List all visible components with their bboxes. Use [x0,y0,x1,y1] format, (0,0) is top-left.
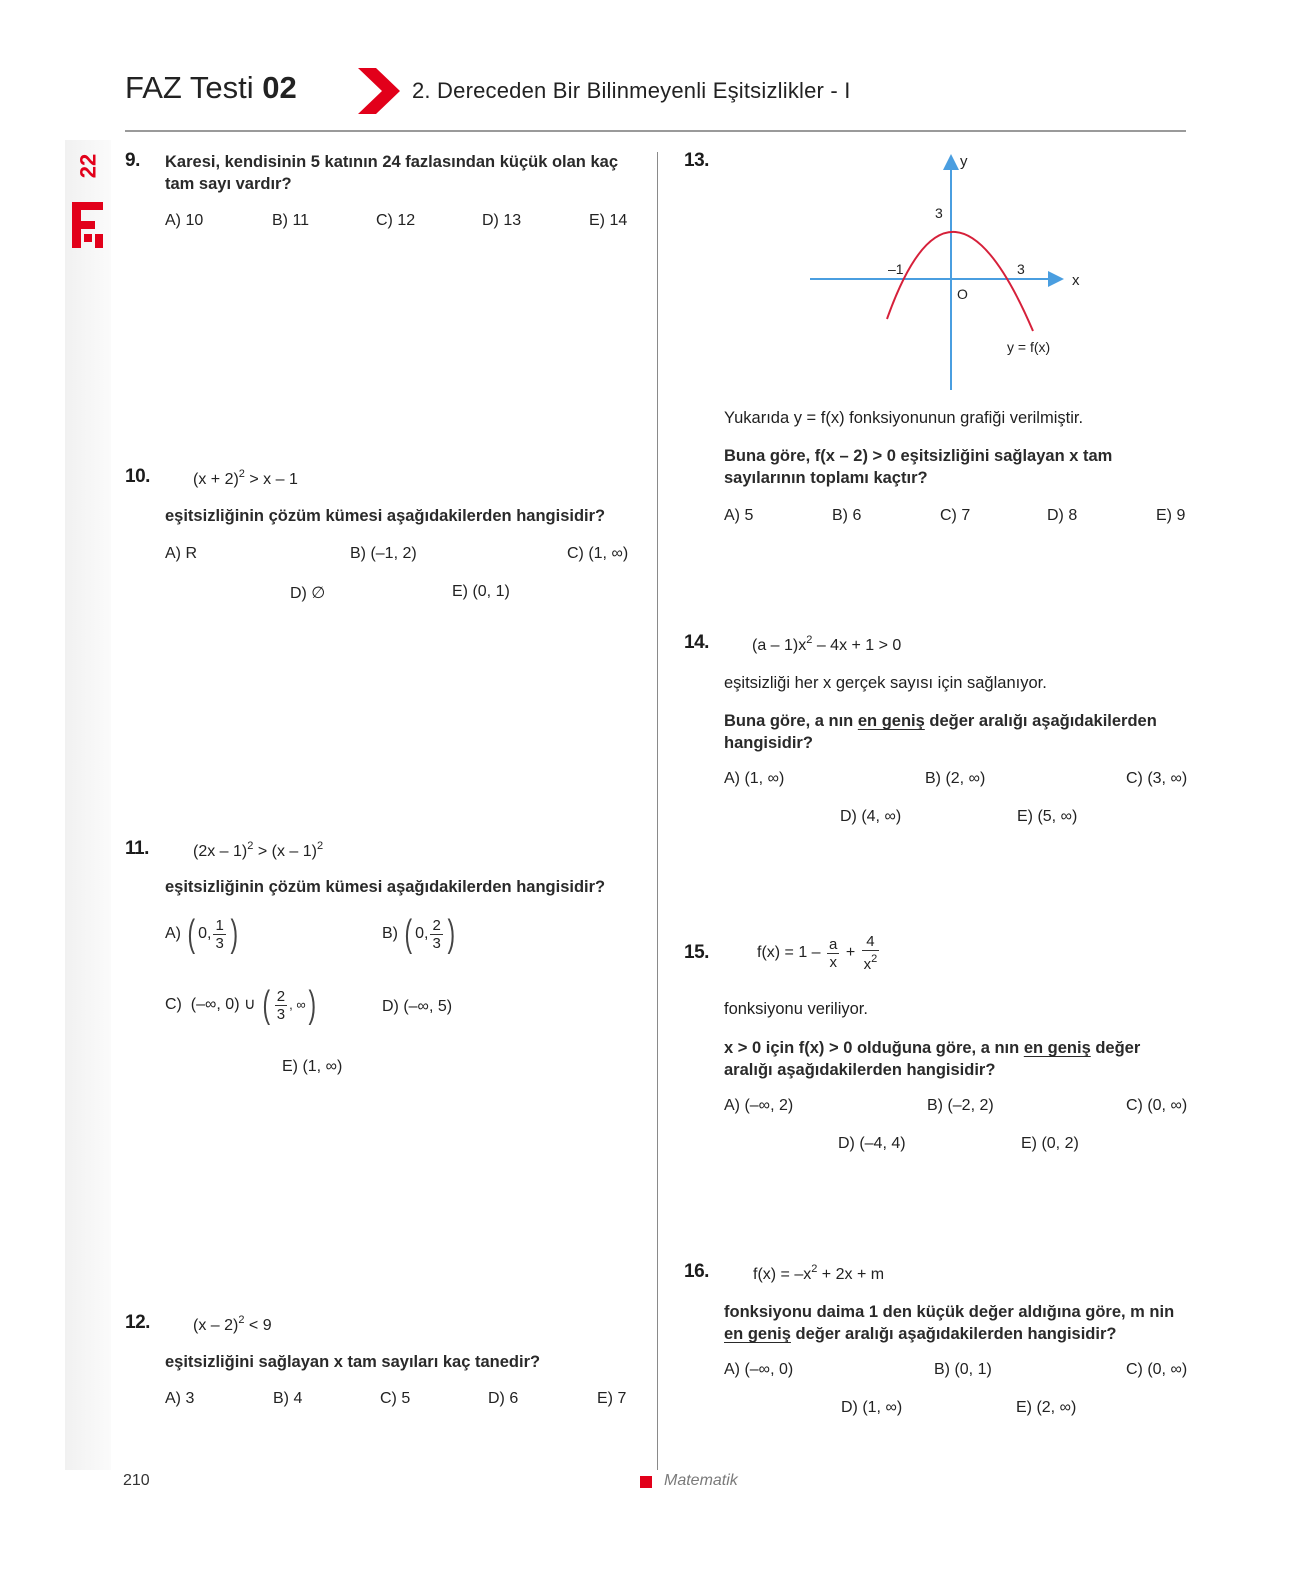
q12-option-d[interactable]: D) 6 [488,1390,519,1407]
q9-option-b[interactable]: B) 11 [272,212,310,229]
q15-option-e[interactable]: E) (0, 2) [1021,1135,1079,1152]
q15-plus: + [845,944,856,962]
q14-option-a[interactable]: A) (1, ∞) [724,770,785,787]
y-axis-label: y [960,153,968,170]
question-number-15: 15. [684,942,709,963]
q15-f1-den: x [829,953,837,971]
q11-b-num: 2 [432,916,441,934]
q13-parabola-graph [810,150,1100,400]
q11-option-a[interactable] [165,915,240,953]
q12-option-c[interactable]: C) 5 [380,1390,411,1407]
question-number-13: 13. [684,150,709,171]
q14-q-pre: Buna göre, a nın [724,712,858,730]
q11-c-label: C) [165,996,182,1014]
origin-label: O [957,286,968,302]
test-subtitle: 2. Dereceden Bir Bilinmeyenli Eşitsizlikler - I [412,78,851,103]
q11-b-left: 0, [415,925,429,943]
question-10-text: eşitsizliğinin çözüm kümesi aşağıdakilerden hangisidir? [165,507,606,525]
q14-rest: – 4x + 1 > 0 [812,637,902,654]
header-divider [125,130,1186,132]
q10-option-e[interactable]: E) (0, 1) [452,583,510,600]
q12-rest: < 9 [244,1317,272,1334]
question-13-intro: Yukarıda y = f(x) fonksiyonunun grafiği verilmiştir. [724,409,1084,427]
q11-option-e[interactable]: E) (1, ∞) [282,1058,343,1075]
q9-option-a[interactable]: A) 10 [165,212,204,229]
q16-q-underlined: en geniş [724,1325,791,1343]
q14-q-underlined: en geniş [857,712,925,730]
q13-option-d[interactable]: D) 8 [1047,507,1078,524]
q9-option-c[interactable]: C) 12 [376,212,416,229]
q14-inequality [752,634,901,655]
q12-base: (x – 2) [193,1317,239,1334]
q16-left: f(x) = –x [753,1266,812,1283]
left-paren-icon: ( [187,913,196,955]
q13-option-e[interactable]: E) 9 [1156,507,1186,524]
q15-f2-den: x [863,956,872,973]
q11-b-den: 3 [432,934,441,952]
q15-q-pre: x > 0 için f(x) > 0 olduğuna göre, a nın [724,1039,1024,1057]
q11-b-label: B) [382,925,398,943]
q16-option-e[interactable]: E) (2, ∞) [1016,1399,1077,1416]
q11-right-exp: 2 [316,840,324,852]
q14-option-c[interactable]: C) (3, ∞) [1126,770,1188,787]
q11-option-d[interactable]: D) (–∞, 5) [382,998,453,1015]
question-number-9: 9. [125,150,140,171]
q10-option-a[interactable]: A) R [165,545,197,562]
q10-base: (x + 2) [193,471,239,488]
q11-c-den: 3 [276,1005,286,1023]
q16-option-c[interactable]: C) (0, ∞) [1126,1361,1188,1378]
q11-a-left: 0, [198,925,212,943]
page-number: 210 [123,1472,150,1489]
q10-option-d[interactable]: D) ∅ [290,585,326,602]
q11-b-fraction [430,917,442,952]
tick-x-three: 3 [1017,261,1025,277]
parabola-curve [887,232,1033,331]
q11-option-b[interactable] [382,915,457,953]
curve-label: y = f(x) [1007,339,1051,355]
chevron-right-icon [358,68,400,114]
q11-c-right: , ∞ [289,997,306,1013]
q12-exp: 2 [238,1314,245,1326]
test-title-prefix: FAZ Testi [125,70,254,105]
question-15-given: fonksiyonu veriliyor. [724,1000,868,1018]
q11-c-left: (–∞, 0) ∪ [190,996,256,1014]
q10-option-c[interactable]: C) (1, ∞) [567,545,629,562]
q15-q-post: değer aralığı aşağıdakilerden hangisidir? [724,1039,1141,1079]
q15-option-a[interactable]: A) (–∞, 2) [724,1097,794,1114]
q11-left: (2x – 1) [193,843,248,860]
square-bullet-icon [640,1476,652,1488]
q14-option-b[interactable]: B) (2, ∞) [925,770,986,787]
side-number-text: 22 [75,153,101,179]
q15-fraction-2 [862,933,880,973]
q16-option-d[interactable]: D) (1, ∞) [841,1399,903,1416]
q16-q-post: değer aralığı aşağıdakilerden hangisidir? [790,1325,1117,1343]
left-paren-icon: ( [262,984,271,1026]
q11-c-fraction [275,988,287,1023]
q15-f2-den-wrap [862,951,880,973]
q12-option-e[interactable]: E) 7 [597,1390,627,1407]
question-11-text: eşitsizliğinin çözüm kümesi aşağıdakilerden hangisidir? [165,878,606,896]
q16-exp: 2 [811,1263,818,1275]
question-12-text: eşitsizliğini sağlayan x tam sayıları kaç tanedir? [165,1353,541,1371]
question-14-text [724,710,1186,754]
question-9-text: Karesi, kendisinin 5 katının 24 fazlasından küçük olan kaç tam sayı vardır? [165,153,619,193]
side-band [65,140,111,1470]
question-13-text: Buna göre, f(x – 2) > 0 eşitsizliğini sağlayan x tam sayılarının toplamı kaçtır? [724,447,1113,487]
q11-a-den: 3 [215,934,224,952]
q10-rest: > x – 1 [244,471,298,488]
q9-option-e[interactable]: E) 14 [589,212,628,229]
right-paren-icon: ) [230,913,238,955]
q16-function [753,1263,884,1284]
q12-option-a[interactable]: A) 3 [165,1390,195,1407]
q13-option-c[interactable]: C) 7 [940,507,971,524]
q14-option-e[interactable]: E) (5, ∞) [1017,808,1078,825]
question-number-10: 10. [125,466,150,487]
q16-option-b[interactable]: B) (0, 1) [934,1361,992,1378]
q15-function [757,933,881,973]
q15-f2-exp: 2 [871,953,878,965]
tick-minus-one: –1 [888,261,904,277]
q16-option-a[interactable]: A) (–∞, 0) [724,1361,794,1378]
q11-a-num: 1 [215,916,224,934]
q15-option-d[interactable]: D) (–4, 4) [838,1135,906,1152]
question-number-12: 12. [125,1312,150,1333]
q11-a-label: A) [165,925,181,943]
q14-left: (a – 1)x [752,637,807,654]
q15-fraction-1 [827,936,839,971]
question-15-text [724,1037,1186,1081]
q11-c-num: 2 [276,987,286,1005]
q9-option-d[interactable]: D) 13 [482,212,522,229]
x-axis-label: x [1072,272,1080,289]
right-paren-icon: ) [308,984,316,1026]
q11-right: > (x – 1) [253,843,317,860]
question-number-11: 11. [125,838,149,859]
test-title [125,70,297,106]
q15-option-b[interactable]: B) (–2, 2) [927,1097,994,1114]
test-number: 02 [262,70,297,105]
q16-q-pre: fonksiyonu daima 1 den küçük değer aldığına göre, m nin [724,1303,1175,1321]
q11-a-fraction [213,917,225,952]
right-paren-icon: ) [447,913,455,955]
q16-rest: + 2x + m [817,1266,885,1283]
faz-logo-icon [70,200,106,250]
q10-option-b[interactable]: B) (–1, 2) [350,545,417,562]
column-divider [657,152,658,1470]
q11-left-exp: 2 [247,840,254,852]
q14-q-post: değer aralığı aşağıdakilerden hangisidir? [724,712,1157,752]
question-number-16: 16. [684,1261,709,1282]
q11-inequality [193,840,323,861]
q15-pre: f(x) = 1 – [757,944,821,962]
tick-y-three: 3 [935,205,943,221]
q15-q-underlined: en geniş [1023,1039,1091,1057]
question-14-condition: eşitsizliği her x gerçek sayısı için sağlanıyor. [724,674,1047,692]
q15-f1-num: a [829,935,838,953]
q15-option-c[interactable]: C) (0, ∞) [1126,1097,1188,1114]
subject-label: Matematik [664,1472,738,1489]
question-16-text [724,1301,1186,1345]
question-number-14: 14. [684,632,709,653]
q14-option-d[interactable]: D) (4, ∞) [840,808,902,825]
q12-option-b[interactable]: B) 4 [273,1390,303,1407]
q12-inequality [193,1314,272,1335]
q13-option-b[interactable]: B) 6 [832,507,862,524]
q10-exp: 2 [238,468,245,480]
left-paren-icon: ( [404,913,413,955]
q10-inequality [193,468,298,489]
q14-exp: 2 [806,634,813,646]
side-page-number [70,148,106,188]
q13-option-a[interactable]: A) 5 [724,507,754,524]
q11-option-c[interactable] [165,986,318,1024]
q15-f2-num: 4 [862,933,880,951]
